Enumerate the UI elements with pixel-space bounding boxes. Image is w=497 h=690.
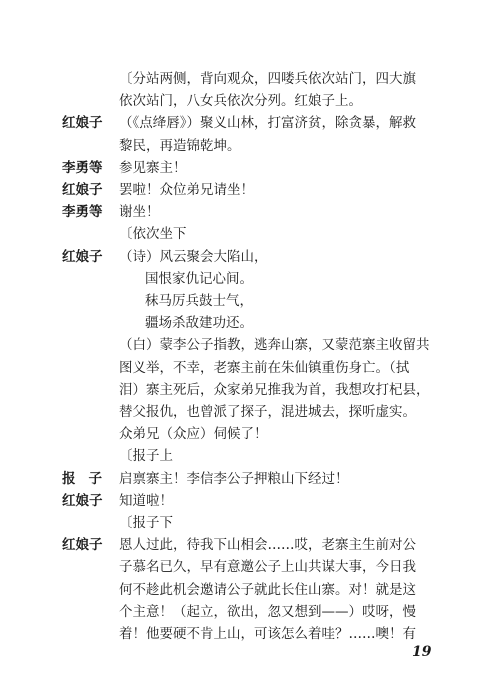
speaker-name: 红娘子	[62, 492, 103, 509]
speaker-name: 李勇等	[62, 204, 103, 221]
line-text: 子慕名已久，早有意邀公子上山共谋大事，今日我	[119, 559, 416, 576]
line-text: 黎民，再造锦乾坤。	[119, 137, 241, 154]
line-text: 知道啦！	[119, 492, 173, 509]
speaker-name: 红娘子	[62, 182, 103, 198]
line-text: 〔报子上	[119, 448, 173, 465]
line-text: 〔报子下	[119, 515, 173, 531]
line-text: 恩人过此，待我下山相会……哎，老寨主生前对公	[119, 537, 416, 554]
line-text: 罢啦！众位弟兄请坐！	[119, 182, 254, 198]
line-text: 着！他要硬不肯上山，可该怎么着哇？……噢！有	[119, 626, 416, 642]
line-text: 替父报仇，也曾派了探子，混进城去，探听虚实。	[119, 404, 416, 420]
line-text: 图义举，不幸，老寨主前在朱仙镇重伤身亡。（拭	[119, 359, 410, 376]
line-text: 国恨家仇记心间。	[145, 270, 253, 287]
line-text: 泪）寨主死后，众家弟兄推我为首，我想攻打杞县，	[119, 381, 430, 398]
line-text: 谢坐！	[119, 204, 160, 221]
speaker-name: 红娘子	[62, 248, 103, 265]
line-text: 〔分站两侧，背向观众，四喽兵依次站门，四大旗	[119, 71, 416, 87]
speaker-name: 红娘子	[62, 537, 103, 554]
line-text: （《点绛唇》）聚义山林，打富济贫，除贪暴，解救	[119, 115, 416, 132]
line-text: 个主意！（起立，欲出，忽又想到——）哎呀，慢	[119, 603, 416, 620]
line-text: 众弟兄（众应）伺候了！	[119, 426, 268, 443]
speaker-name: 红娘子	[62, 115, 103, 132]
line-text: 何不趁此机会邀请公子就此长住山寨。对！就是这	[119, 581, 416, 598]
line-text: 参见寨主！	[119, 159, 187, 176]
line-text: 启禀寨主！李信李公子押粮山下经过！	[119, 470, 349, 487]
line-text: 〔依次坐下	[119, 226, 187, 243]
line-text: 秣马厉兵鼓士气，	[145, 293, 253, 309]
speaker-name: 李勇等	[62, 159, 103, 176]
line-text: 依次站门，八女兵依次分列。红娘子上。	[119, 93, 362, 110]
line-text: 疆场杀敌建功还。	[145, 315, 253, 332]
speaker-name: 报子	[62, 470, 115, 487]
page-number: 19	[412, 644, 432, 660]
line-text: （白）蒙李公子指教，逃奔山寨，又蒙范寨主收留共	[119, 337, 430, 354]
line-text: （诗）风云聚会大陷山，	[119, 248, 268, 265]
